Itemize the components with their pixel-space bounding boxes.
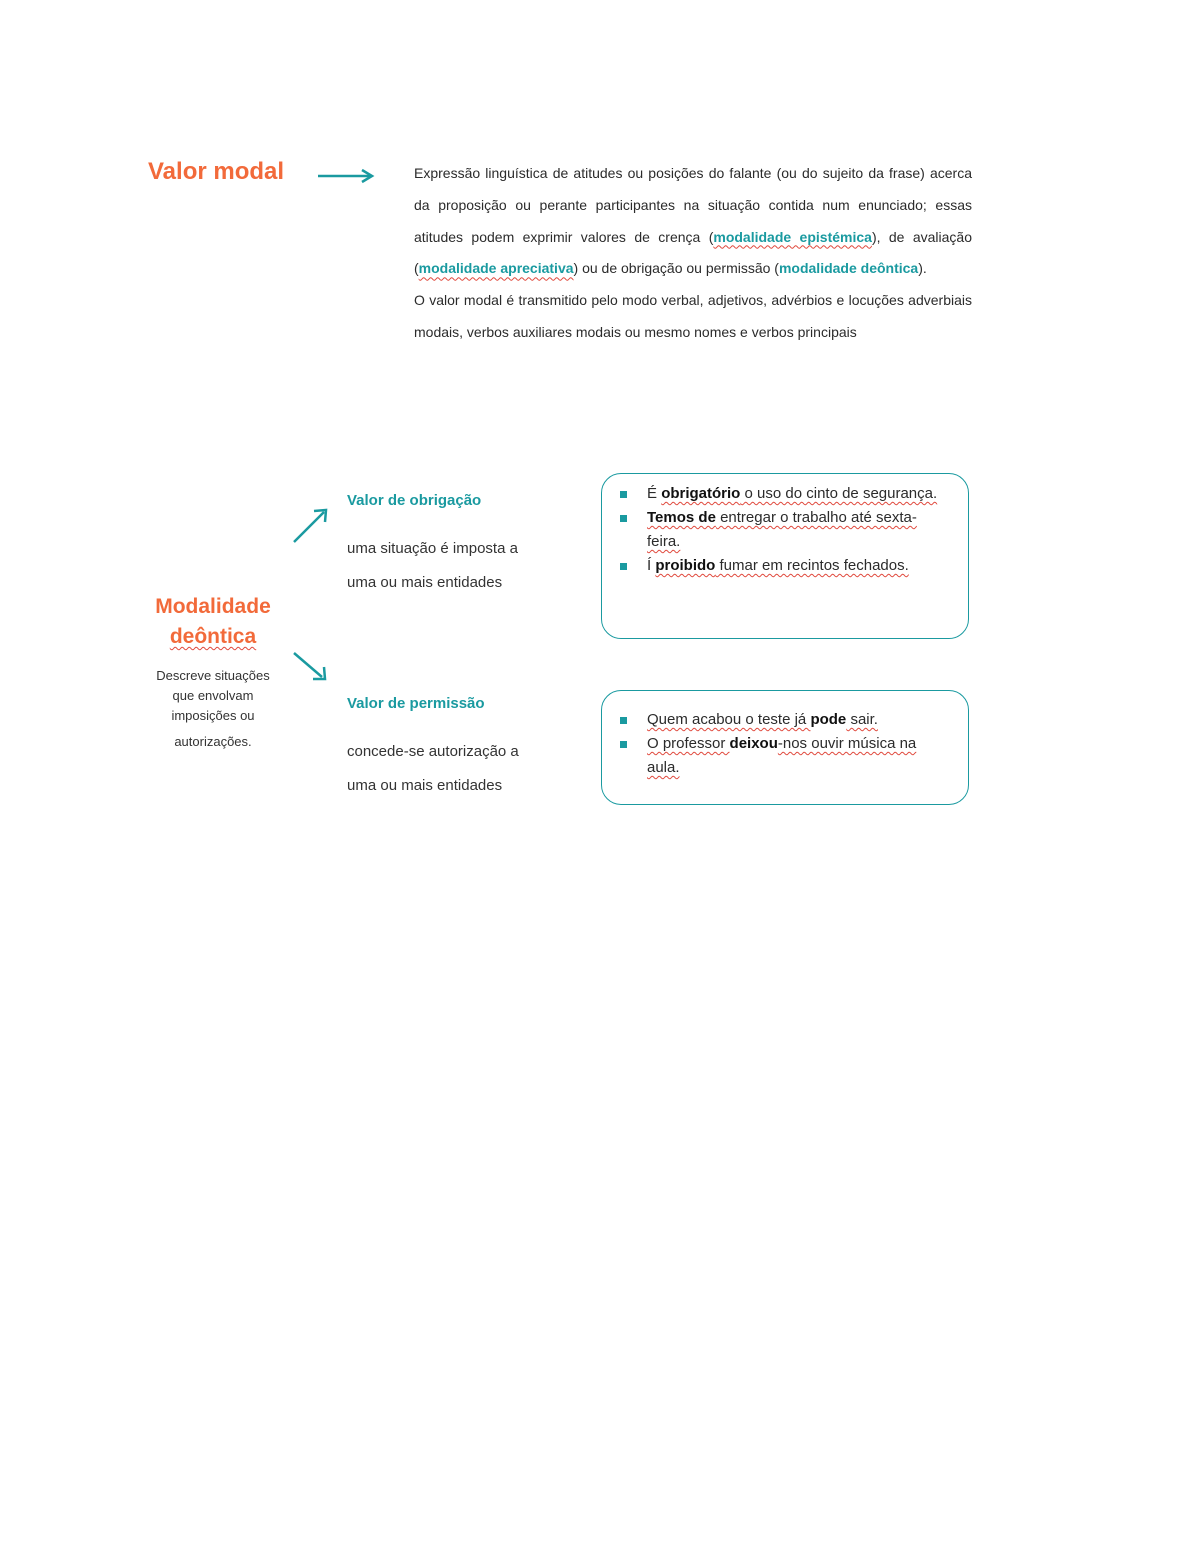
example-text: Í xyxy=(647,557,656,574)
term-modalidade-epistemica: modalidade epistémica xyxy=(713,228,872,245)
obrigacao-examples-list xyxy=(620,482,940,578)
desc-line: que envolvam xyxy=(172,688,254,703)
definition-text: ). xyxy=(918,260,927,277)
desc-line: uma ou mais entidades xyxy=(347,574,503,591)
definition-text: ) ou de obrigação ou permissão ( xyxy=(573,260,779,277)
arrow-right-icon xyxy=(316,166,378,186)
example-keyword: obrigatório xyxy=(661,485,741,502)
example-keyword: deixou xyxy=(729,735,778,752)
square-bullet-icon xyxy=(620,515,627,522)
desc-line: autorizações. xyxy=(174,734,252,749)
arrow-down-right-icon xyxy=(290,650,332,684)
desc-line: uma situação é imposta a xyxy=(347,540,518,557)
definition-text: Expressão linguística de atitudes ou posições do falante (ou do sujeito da frase) acerca da proposição ou perante participantes na situação contida num enunciado; essas atitudes podem exprimir valores de crença ( xyxy=(414,165,972,245)
example-text: Quem acabou o teste já xyxy=(647,711,811,728)
permissao-examples-box xyxy=(601,690,969,805)
example-item xyxy=(620,708,950,732)
definition-text: ), de avaliação ( xyxy=(414,228,972,277)
example-text: entregar o trabalho até sexta-feira. xyxy=(647,509,917,550)
example-text: fumar em recintos fechados. xyxy=(715,557,909,574)
example-text: É xyxy=(647,485,662,502)
valor-obrigacao-title: Valor de obrigação xyxy=(347,492,482,509)
desc-line: concede-se autorização a xyxy=(347,743,519,760)
permissao-examples-list xyxy=(620,708,950,780)
square-bullet-icon xyxy=(620,717,627,724)
square-bullet-icon xyxy=(620,491,627,498)
example-text: o uso do cinto de segurança. xyxy=(740,485,938,502)
valor-obrigacao-description xyxy=(347,532,577,600)
valor-permissao-title: Valor de permissão xyxy=(347,695,485,712)
valor-permissao-description xyxy=(347,735,577,803)
obrigacao-examples-box xyxy=(601,473,969,639)
example-keyword: pode xyxy=(810,711,847,728)
desc-line: imposições ou xyxy=(171,708,255,723)
desc-line: Descreve situações xyxy=(156,668,270,683)
title-line: Modalidade xyxy=(155,595,271,618)
modalidade-deontica-title xyxy=(128,592,298,652)
example-item xyxy=(620,506,940,554)
example-text: sair. xyxy=(846,711,878,728)
example-text: -nos ouvir música na aula. xyxy=(647,735,917,776)
example-keyword: proibido xyxy=(655,557,716,574)
valor-modal-title: Valor modal xyxy=(148,158,285,185)
definition-paragraph-2: O valor modal é transmitido pelo modo verbal, adjetivos, advérbios e locuções adverbiais modais, verbos auxiliares modais ou mesmo nomes e verbos principais xyxy=(414,292,972,340)
example-text: O professor xyxy=(647,735,730,752)
title-line: deôntica xyxy=(169,625,257,648)
desc-line: uma ou mais entidades xyxy=(347,777,503,794)
example-item xyxy=(620,732,950,780)
example-item xyxy=(620,482,940,506)
modalidade-deontica-description xyxy=(138,666,288,752)
example-keyword: Temos de xyxy=(647,509,716,526)
term-modalidade-deontica: modalidade deôntica xyxy=(778,260,919,277)
definition-paragraph-1 xyxy=(414,158,972,285)
valor-modal-definition xyxy=(414,158,972,349)
arrow-up-right-icon xyxy=(290,506,332,546)
example-item xyxy=(620,554,940,578)
square-bullet-icon xyxy=(620,741,627,748)
square-bullet-icon xyxy=(620,563,627,570)
term-modalidade-apreciativa: modalidade apreciativa xyxy=(418,260,574,277)
